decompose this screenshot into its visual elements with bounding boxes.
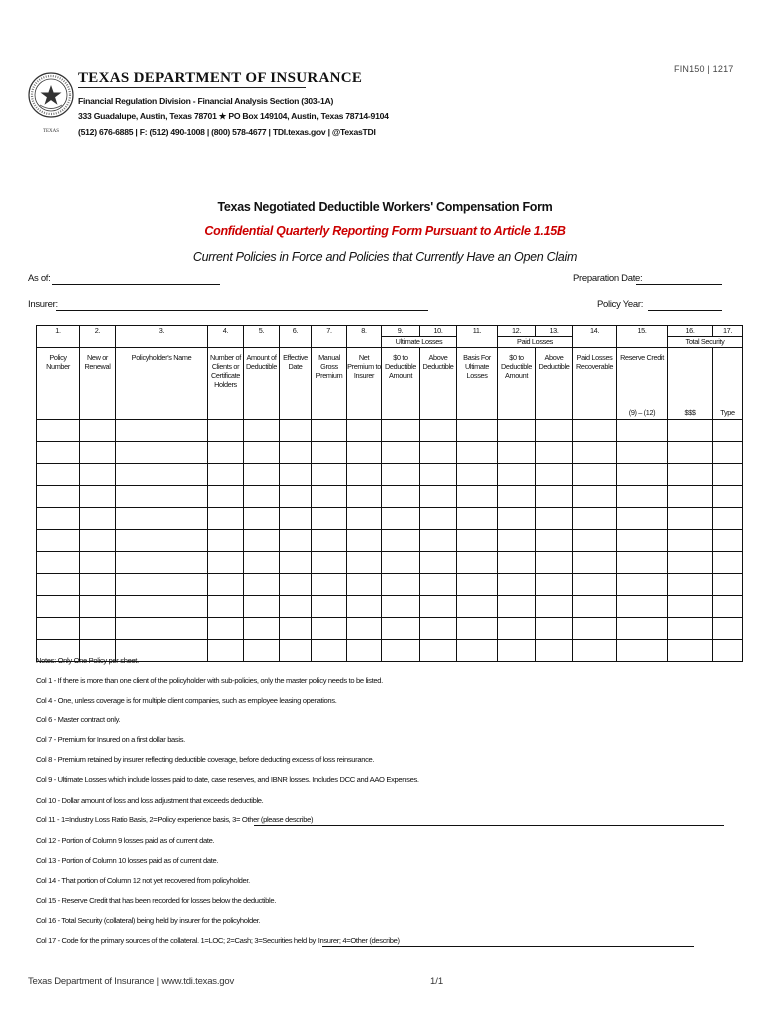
entry-cell[interactable] [312, 486, 347, 508]
entry-cell[interactable] [498, 618, 536, 640]
note-line: Col 16 - Total Security (collateral) being held by insurer for the policyholder. [36, 916, 261, 925]
reserve-credit-formula: (9) – (12) [628, 408, 656, 417]
header-paid-above-deductible: Above Deductible [536, 348, 573, 420]
entry-cell[interactable] [536, 420, 573, 442]
entry-cell[interactable] [116, 530, 208, 552]
note-line: Col 8 - Premium retained by insurer reflecting deductible coverage, before deducting excess of loss reinsurance. [36, 755, 375, 764]
entry-cell[interactable] [668, 618, 713, 640]
header-number-of-clients: Number of Clients or Certificate Holders [208, 348, 244, 420]
entry-cell[interactable] [244, 442, 280, 464]
entry-cell[interactable] [382, 640, 420, 662]
column-header-row [37, 348, 743, 420]
entry-cell[interactable] [244, 530, 280, 552]
entry-cell[interactable] [668, 442, 713, 464]
header-paid-zero-to-deductible: $0 to Deductible Amount [498, 348, 536, 420]
col-number: 7. [312, 326, 347, 348]
entry-cell[interactable] [420, 552, 457, 574]
footer-agency: Texas Department of Insurance | www.tdi.texas.gov [28, 976, 234, 987]
entry-cell[interactable] [420, 640, 457, 662]
entry-cell[interactable] [312, 640, 347, 662]
entry-cell[interactable] [116, 618, 208, 640]
entry-cell[interactable] [420, 508, 457, 530]
entry-cell[interactable] [80, 530, 116, 552]
entry-cell[interactable] [37, 530, 80, 552]
table-row [37, 508, 743, 530]
col-number: 4. [208, 326, 244, 348]
as-of-label: As of: [28, 273, 51, 284]
form-subtitle: Current Policies in Force and Policies that Currently Have an Open Claim [192, 250, 578, 264]
entry-cell[interactable] [208, 552, 244, 574]
entry-cell[interactable] [668, 640, 713, 662]
entry-cell[interactable] [312, 618, 347, 640]
entry-cell[interactable] [208, 486, 244, 508]
entry-cell[interactable] [244, 420, 280, 442]
entry-cell[interactable] [37, 464, 80, 486]
entry-cell[interactable] [536, 530, 573, 552]
entry-cell[interactable] [617, 530, 668, 552]
entry-cell[interactable] [208, 420, 244, 442]
entry-cell[interactable] [244, 486, 280, 508]
group-ultimate-losses: Ultimate Losses [382, 337, 457, 348]
header-ultimate-zero-to-deductible: $0 to Deductible Amount [382, 348, 420, 420]
note-line: Col 1 - If there is more than one client of the policyholder with sub-policies, only the master policy needs to be listed. [36, 676, 383, 685]
entry-cell[interactable] [280, 442, 312, 464]
note-line: Col 10 - Dollar amount of loss and loss adjustment that exceeds deductible. [36, 796, 264, 805]
entry-cell[interactable] [457, 552, 498, 574]
table-row [37, 640, 743, 662]
header-net-premium: Net Premium to Insurer [347, 348, 382, 420]
col-number: 16. [668, 326, 713, 337]
entry-cell[interactable] [382, 530, 420, 552]
entry-cell[interactable] [498, 552, 536, 574]
entry-cell[interactable] [116, 552, 208, 574]
policy-year-label: Policy Year: [597, 299, 644, 310]
entry-cell[interactable] [617, 420, 668, 442]
entry-cell[interactable] [347, 574, 382, 596]
entry-cell[interactable] [713, 464, 743, 486]
agency-contact: (512) 676-6885 | F: (512) 490-1008 | (800) 578-4677 | TDI.texas.gov | @TexasTDI [78, 127, 376, 137]
entry-cell[interactable] [382, 508, 420, 530]
entry-cell[interactable] [668, 464, 713, 486]
svg-text:TEXAS: TEXAS [42, 129, 60, 134]
entry-cell[interactable] [457, 508, 498, 530]
entry-cell[interactable] [573, 508, 617, 530]
form-title: Texas Negotiated Deductible Workers' Compensation Form [217, 200, 553, 214]
entry-cell[interactable] [116, 420, 208, 442]
note-line: Col 6 - Master contract only. [36, 715, 121, 724]
entry-cell[interactable] [457, 420, 498, 442]
entry-cell[interactable] [208, 596, 244, 618]
entry-cell[interactable] [312, 442, 347, 464]
col-number: 13. [536, 326, 573, 337]
entry-cell[interactable] [312, 420, 347, 442]
entry-cell[interactable] [244, 574, 280, 596]
table-row [37, 486, 743, 508]
col-number: 6. [280, 326, 312, 348]
header-effective-date: Effective Date [280, 348, 312, 420]
entry-cell[interactable] [382, 596, 420, 618]
entry-cell[interactable] [498, 640, 536, 662]
header-total-security-amount [668, 348, 713, 420]
entry-cell[interactable] [457, 640, 498, 662]
note-line: Col 14 - That portion of Column 12 not yet recovered from policyholder. [36, 876, 250, 885]
entry-cell[interactable] [498, 508, 536, 530]
entry-cell[interactable] [573, 640, 617, 662]
entry-cell[interactable] [617, 574, 668, 596]
entry-cell[interactable] [347, 442, 382, 464]
header-ultimate-above-deductible: Above Deductible [420, 348, 457, 420]
entry-cell[interactable] [37, 574, 80, 596]
entry-cell[interactable] [536, 442, 573, 464]
entry-cell[interactable] [617, 464, 668, 486]
table-row [37, 552, 743, 574]
header-reserve-credit [617, 348, 668, 420]
entry-cell[interactable] [420, 530, 457, 552]
entry-cell[interactable] [312, 574, 347, 596]
note-line: Col 13 - Portion of Column 10 losses paid as of current date. [36, 856, 219, 865]
entry-cell[interactable] [457, 618, 498, 640]
entry-cell[interactable] [668, 596, 713, 618]
entry-cell[interactable] [536, 464, 573, 486]
entry-cell[interactable] [37, 442, 80, 464]
entry-cell[interactable] [312, 552, 347, 574]
entry-cell[interactable] [116, 596, 208, 618]
entry-cell[interactable] [280, 508, 312, 530]
entry-cell[interactable] [347, 486, 382, 508]
entry-cell[interactable] [116, 464, 208, 486]
entry-cell[interactable] [80, 574, 116, 596]
entry-cell[interactable] [347, 640, 382, 662]
note-line: Col 11 - 1=Industry Loss Ratio Basis, 2=Policy experience basis, 3= Other (please describe) [36, 815, 314, 824]
form-number: FIN150 | 1217 [674, 64, 734, 74]
note-line: Col 4 - One, unless coverage is for multiple client companies, such as employee leasing operations. [36, 696, 337, 705]
col-number: 3. [116, 326, 208, 348]
entry-cell[interactable] [37, 508, 80, 530]
total-security-type-label: Type [720, 408, 735, 417]
entry-cell[interactable] [312, 596, 347, 618]
header-policyholder-name: Policyholder's Name [116, 348, 208, 420]
entry-cell[interactable] [668, 530, 713, 552]
col-number: 5. [244, 326, 280, 348]
col-number: 17. [713, 326, 743, 337]
note-line: Col 17 - Code for the primary sources of the collateral. 1=LOC; 2=Cash; 3=Securities held by Insurer; 4=Other (describe) [36, 936, 400, 945]
table-row [37, 574, 743, 596]
entry-cell[interactable] [573, 574, 617, 596]
entry-cell[interactable] [668, 574, 713, 596]
entry-cell[interactable] [244, 552, 280, 574]
entry-cell[interactable] [457, 530, 498, 552]
entry-cell[interactable] [536, 486, 573, 508]
entry-cell[interactable] [347, 420, 382, 442]
header-new-or-renewal: New or Renewal [80, 348, 116, 420]
entry-cell[interactable] [382, 442, 420, 464]
entry-cell[interactable] [457, 486, 498, 508]
entry-cell[interactable] [208, 574, 244, 596]
col-number: 8. [347, 326, 382, 348]
note-line: Notes: Only One Policy per sheet. [36, 656, 139, 665]
table-row [37, 442, 743, 464]
col-number: 10. [420, 326, 457, 337]
entry-cell[interactable] [208, 442, 244, 464]
entry-cell[interactable] [713, 596, 743, 618]
entry-cell[interactable] [573, 618, 617, 640]
reserve-credit-label: Reserve Credit [620, 353, 664, 362]
header-manual-gross-premium: Manual Gross Premium [312, 348, 347, 420]
entry-cell[interactable] [420, 618, 457, 640]
table-row [37, 618, 743, 640]
entry-cell[interactable] [347, 464, 382, 486]
entry-cell[interactable] [80, 486, 116, 508]
insurer-label: Insurer: [28, 299, 58, 310]
entry-cell[interactable] [498, 420, 536, 442]
entry-cell[interactable] [347, 596, 382, 618]
entry-cell[interactable] [420, 596, 457, 618]
entry-cell[interactable] [713, 574, 743, 596]
entry-cell[interactable] [617, 442, 668, 464]
entry-cell[interactable] [280, 574, 312, 596]
column-number-row [37, 326, 743, 337]
header-paid-losses-recoverable: Paid Losses Recoverable [573, 348, 617, 420]
entry-cell[interactable] [713, 442, 743, 464]
agency-rule [78, 87, 306, 88]
entry-cell[interactable] [347, 618, 382, 640]
entry-cell[interactable] [457, 464, 498, 486]
texas-seal-icon [26, 64, 76, 144]
col-number: 12. [498, 326, 536, 337]
entry-cell[interactable] [573, 464, 617, 486]
entry-cell[interactable] [312, 530, 347, 552]
entry-cell[interactable] [573, 442, 617, 464]
insurer-field[interactable] [56, 310, 428, 311]
entry-cell[interactable] [37, 552, 80, 574]
entry-cell[interactable] [208, 640, 244, 662]
entry-cell[interactable] [382, 420, 420, 442]
entry-cell[interactable] [713, 530, 743, 552]
entry-cell[interactable] [280, 596, 312, 618]
entry-cell[interactable] [37, 486, 80, 508]
col-number: 2. [80, 326, 116, 348]
entry-cell[interactable] [536, 640, 573, 662]
entry-cell[interactable] [668, 420, 713, 442]
entry-cell[interactable] [573, 552, 617, 574]
entry-cell[interactable] [713, 486, 743, 508]
agency-address: 333 Guadalupe, Austin, Texas 78701 ★ PO Box 149104, Austin, Texas 78714-9104 [78, 111, 389, 121]
entry-cell[interactable] [37, 420, 80, 442]
entry-cell[interactable] [37, 618, 80, 640]
col11-describe-field[interactable] [254, 825, 724, 826]
note-line: Col 15 - Reserve Credit that has been recorded for losses below the deductible. [36, 896, 276, 905]
header-total-security-type [713, 348, 743, 420]
entry-cell[interactable] [668, 552, 713, 574]
entry-cell[interactable] [280, 640, 312, 662]
entry-cell[interactable] [244, 464, 280, 486]
entry-cell[interactable] [617, 618, 668, 640]
entry-cell[interactable] [457, 574, 498, 596]
entry-cell[interactable] [382, 486, 420, 508]
table-body [37, 420, 743, 662]
entry-cell[interactable] [617, 640, 668, 662]
entry-cell[interactable] [498, 486, 536, 508]
entry-cell[interactable] [617, 552, 668, 574]
entry-cell[interactable] [536, 618, 573, 640]
entry-cell[interactable] [280, 464, 312, 486]
entry-cell[interactable] [80, 442, 116, 464]
preparation-date-label: Preparation Date: [573, 273, 643, 284]
entry-cell[interactable] [116, 574, 208, 596]
entry-cell[interactable] [80, 420, 116, 442]
entry-cell[interactable] [617, 508, 668, 530]
entry-cell[interactable] [80, 596, 116, 618]
table-row [37, 530, 743, 552]
entry-cell[interactable] [536, 574, 573, 596]
entry-cell[interactable] [420, 420, 457, 442]
entry-cell[interactable] [280, 486, 312, 508]
entry-cell[interactable] [498, 574, 536, 596]
header-basis-for-ultimate-losses: Basis For Ultimate Losses [457, 348, 498, 420]
entry-cell[interactable] [208, 464, 244, 486]
header-amount-of-deductible: Amount of Deductible [244, 348, 280, 420]
entry-cell[interactable] [420, 442, 457, 464]
agency-division: Financial Regulation Division - Financial Analysis Section (303-1A) [78, 96, 334, 106]
entry-cell[interactable] [312, 464, 347, 486]
entry-cell[interactable] [208, 618, 244, 640]
entry-cell[interactable] [244, 618, 280, 640]
entry-cell[interactable] [498, 464, 536, 486]
group-paid-losses: Paid Losses [498, 337, 573, 348]
entry-cell[interactable] [617, 596, 668, 618]
preparation-date-field[interactable] [636, 284, 722, 285]
agency-name: TEXAS DEPARTMENT OF INSURANCE [78, 70, 363, 86]
entry-cell[interactable] [713, 552, 743, 574]
entry-cell[interactable] [244, 508, 280, 530]
entry-cell[interactable] [713, 508, 743, 530]
entry-cell[interactable] [536, 552, 573, 574]
entry-cell[interactable] [420, 464, 457, 486]
entry-cell[interactable] [37, 596, 80, 618]
entry-cell[interactable] [498, 530, 536, 552]
entry-cell[interactable] [498, 442, 536, 464]
note-line: Col 9 - Ultimate Losses which include losses paid to date, case reserves, and IBNR losses. Includes DCC and AAO Expenses. [36, 775, 419, 784]
entry-cell[interactable] [420, 574, 457, 596]
entry-cell[interactable] [244, 596, 280, 618]
entry-cell[interactable] [80, 508, 116, 530]
entry-cell[interactable] [280, 618, 312, 640]
entry-cell[interactable] [208, 508, 244, 530]
entry-cell[interactable] [573, 420, 617, 442]
header-policy-number: Policy Number [37, 348, 80, 420]
entry-cell[interactable] [244, 640, 280, 662]
entry-cell[interactable] [116, 486, 208, 508]
table-row [37, 596, 743, 618]
total-security-amount-label: $$$ [684, 408, 696, 417]
entry-cell[interactable] [208, 530, 244, 552]
entry-cell[interactable] [668, 486, 713, 508]
entry-cell[interactable] [347, 508, 382, 530]
page-number: 1/1 [430, 976, 444, 987]
group-total-security: Total Security [668, 337, 743, 348]
col-number: 1. [37, 326, 80, 348]
col-number: 9. [382, 326, 420, 337]
entry-cell[interactable] [280, 552, 312, 574]
entry-cell[interactable] [80, 464, 116, 486]
entry-cell[interactable] [713, 640, 743, 662]
reporting-table [36, 325, 743, 662]
entry-cell[interactable] [382, 464, 420, 486]
as-of-field[interactable] [52, 284, 220, 285]
entry-cell[interactable] [420, 486, 457, 508]
col17-describe-field[interactable] [322, 946, 694, 947]
entry-cell[interactable] [80, 618, 116, 640]
entry-cell[interactable] [116, 442, 208, 464]
table-row [37, 420, 743, 442]
entry-cell[interactable] [457, 442, 498, 464]
table-row [37, 464, 743, 486]
note-line: Col 12 - Portion of Column 9 losses paid as of current date. [36, 836, 215, 845]
entry-cell[interactable] [382, 618, 420, 640]
entry-cell[interactable] [280, 420, 312, 442]
entry-cell[interactable] [536, 508, 573, 530]
entry-cell[interactable] [80, 552, 116, 574]
col-number: 11. [457, 326, 498, 348]
entry-cell[interactable] [668, 508, 713, 530]
entry-cell[interactable] [573, 486, 617, 508]
form-subtitle-confidential: Confidential Quarterly Reporting Form Pursuant to Article 1.15B [204, 224, 566, 238]
entry-cell[interactable] [573, 596, 617, 618]
note-line: Col 7 - Premium for Insured on a first dollar basis. [36, 735, 185, 744]
entry-cell[interactable] [536, 596, 573, 618]
entry-cell[interactable] [312, 508, 347, 530]
entry-cell[interactable] [347, 530, 382, 552]
entry-cell[interactable] [498, 596, 536, 618]
col-number: 14. [573, 326, 617, 348]
entry-cell[interactable] [617, 486, 668, 508]
entry-cell[interactable] [713, 618, 743, 640]
entry-cell[interactable] [382, 552, 420, 574]
col-number: 15. [617, 326, 668, 348]
policy-year-field[interactable] [648, 310, 722, 311]
entry-cell[interactable] [382, 574, 420, 596]
entry-cell[interactable] [116, 508, 208, 530]
entry-cell[interactable] [713, 420, 743, 442]
entry-cell[interactable] [457, 596, 498, 618]
entry-cell[interactable] [280, 530, 312, 552]
entry-cell[interactable] [347, 552, 382, 574]
entry-cell[interactable] [573, 530, 617, 552]
